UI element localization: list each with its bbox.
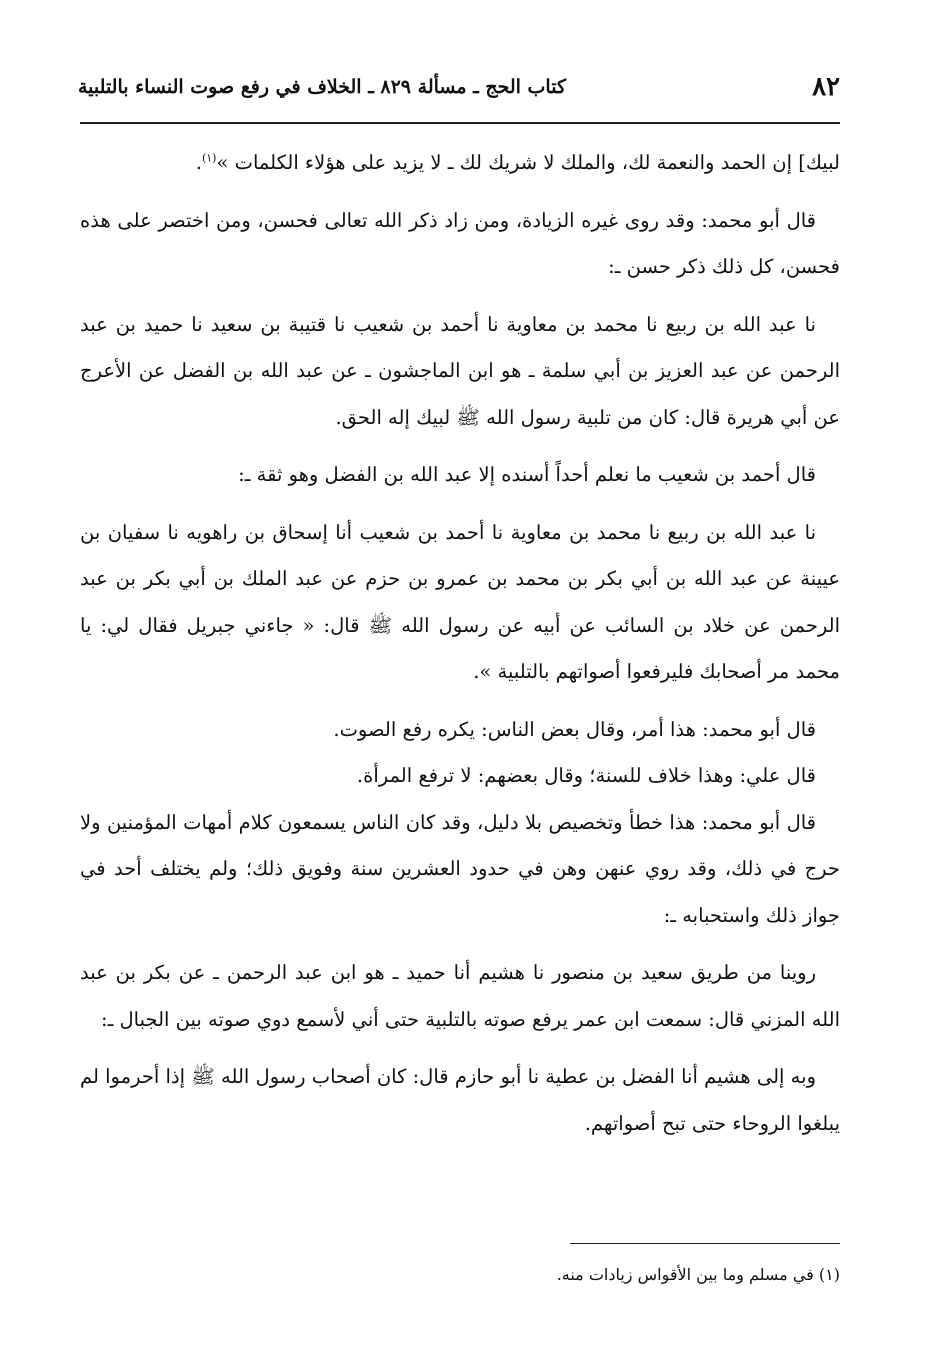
paragraph: وبه إلى هشيم أنا الفضل بن عطية نا أبو حازم قال: كان أصحاب رسول الله ﷺ إذا أحرموا لم يبلغوا الروحاء حتى تبح أصواتهم. — [80, 1065, 840, 1135]
footnote-reference: (١) — [201, 151, 217, 165]
paragraph: روينا من طريق سعيد بن منصور نا هشيم أنا حميد ـ هو ابن عبد الرحمن ـ عن بكر بن عبد الله المزني قال: سمعت ابن عمر يرفع صوته بالتلبية حتى أني لأسمع دوي صوته بين الجبال ـ: — [80, 961, 840, 1031]
paragraph: نا عبد الله بن ربيع نا محمد بن معاوية نا أحمد بن شعيب نا قتيبة بن سعيد نا حميد بن عبد الرحمن عن عبد العزيز بن أبي سلمة ـ هو ابن الماجشون ـ عن عبد الله بن الفضل عن الأعرج عن أبي هريرة قال: كان من تلبية رسول الله ﷺ لبيك إله الحق. — [80, 312, 840, 429]
paragraph: قال أبو محمد: هذا أمر، وقال بعض الناس: يكره رفع الصوت. — [333, 717, 816, 741]
paragraph-text: لبيك] إن الحمد والنعمة لك، والملك لا شريك لك ـ لا يزيد على هؤلاء الكلمات » — [216, 151, 840, 174]
page-number: ٨٢ — [812, 72, 840, 102]
footnote: (١) في مسلم وما بين الأقواس زيادات منه. — [556, 1265, 840, 1284]
running-title: كتاب الحج ـ مسألة ٨٢٩ ـ الخلاف في رفع صوت النساء بالتلبية — [78, 76, 566, 98]
paragraph-tail: . — [195, 151, 202, 174]
paragraph: نا عبد الله بن ربيع نا محمد بن معاوية نا أحمد بن شعيب أنا إسحاق بن راهويه نا سفيان بن عيينة عن عبد الله بن أبي بكر بن محمد بن عمرو بن حزم عن عبد الملك بن أبي بكر بن عبد الرحمن عن خلاد بن السائب عن أبيه عن رسول الله ﷺ قال: « جاءني جبريل فقال لي: يا محمد مر أصحابك فليرفعوا أصواتهم بالتلبية ». — [80, 520, 840, 683]
header-rule — [80, 122, 840, 124]
main-text — [80, 140, 840, 1158]
paragraph — [80, 140, 840, 187]
paragraph: قال أحمد بن شعيب ما نعلم أحداً أسنده إلا عبد الله بن الفضل وهو ثقة ـ: — [238, 463, 816, 486]
paragraph: قال أبو محمد: هذا خطأ وتخصيص بلا دليل، وقد كان الناس يسمعون كلام أمهات المؤمنين ولا حرج في ذلك، وقد روي عنهن وهن في حدود العشرين سنة وفويق ذلك؛ ولم يختلف أحد في جواز ذلك واستحبابه ـ: — [80, 810, 840, 927]
paragraph: قال أبو محمد: وقد روى غيره الزيادة، ومن زاد ذكر الله تعالى فحسن، ومن اختصر على هذه فحسن، كل ذلك ذكر حسن ـ: — [80, 208, 840, 278]
page-header — [78, 70, 840, 114]
footnote-rule — [570, 1243, 840, 1244]
paragraph: قال علي: وهذا خلاف للسنة؛ وقال بعضهم: لا ترفع المرأة. — [356, 764, 816, 787]
